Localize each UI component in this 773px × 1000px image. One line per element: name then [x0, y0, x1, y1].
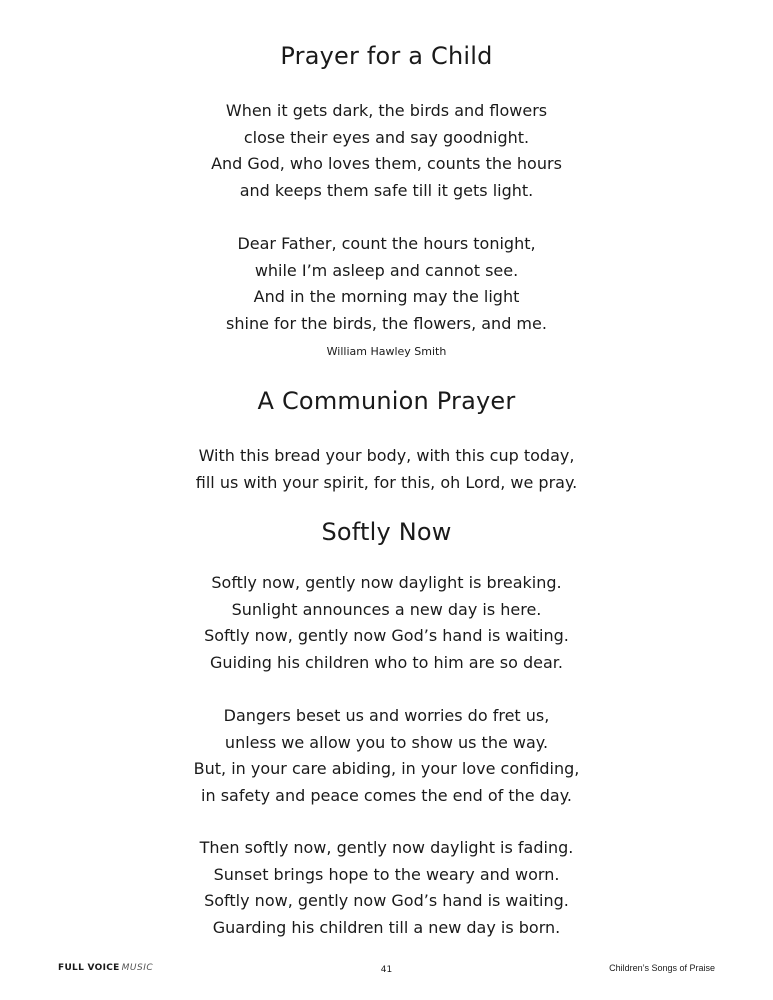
poem-stanza — [0, 570, 773, 676]
poem-line: And in the morning may the light — [253, 287, 520, 306]
poem-line: Softly now, gently now God’s hand is waiting. — [204, 626, 569, 645]
poem-line: But, in your care abiding, in your love confiding, — [193, 759, 580, 778]
poem-line: unless we allow you to show us the way. — [224, 732, 549, 752]
footer-brand: FULL VOICE — [58, 963, 120, 973]
poem-line: and keeps them safe till it gets light. — [239, 180, 534, 200]
poem-stanza — [0, 835, 773, 941]
poem-stanza — [0, 98, 773, 204]
page-number: 41 — [380, 965, 393, 975]
attribution: William Hawley Smith — [326, 345, 447, 358]
section-title-a-communion-prayer: A Communion Prayer — [257, 387, 516, 415]
poem-line: Guarding his children till a new day is born. — [212, 917, 561, 937]
poem-line: Softly now, gently now daylight is breaking. — [211, 573, 562, 592]
footer-book-title: Children’s Songs of Praise — [609, 963, 715, 973]
poem-stanza — [0, 443, 773, 496]
poem-line: When it gets dark, the birds and flowers — [225, 101, 548, 120]
poem-line: Softly now, gently now God’s hand is waiting. — [204, 891, 569, 910]
poem-line: Sunlight announces a new day is here. — [231, 599, 542, 619]
poem-line: Dangers beset us and worries do fret us, — [223, 706, 550, 725]
poem-line: while I’m asleep and cannot see. — [254, 260, 519, 280]
poem-line: shine for the birds, the flowers, and me. — [226, 313, 547, 333]
footer-brand-suffix: MUSIC — [121, 963, 154, 973]
poem-line: Then softly now, gently now daylight is fading. — [199, 838, 574, 857]
poem-line: fill us with your spirit, for this, oh Lord, we pray. — [195, 472, 578, 492]
section-title-prayer-for-a-child: Prayer for a Child — [280, 42, 493, 70]
poem-line: Dear Father, count the hours tonight, — [237, 234, 536, 253]
poem-line: in safety and peace comes the end of the day. — [201, 785, 572, 805]
poem-line: With this bread your body, with this cup today, — [198, 446, 575, 465]
poem-line: Sunset brings hope to the weary and worn. — [213, 864, 560, 884]
poem-line: close their eyes and say goodnight. — [243, 127, 530, 147]
poem-line: Guiding his children who to him are so dear. — [210, 652, 563, 672]
poem-stanza — [0, 231, 773, 337]
poem-stanza — [0, 703, 773, 809]
poem-line: And God, who loves them, counts the hours — [211, 154, 562, 173]
section-title-softly-now: Softly Now — [321, 518, 452, 546]
